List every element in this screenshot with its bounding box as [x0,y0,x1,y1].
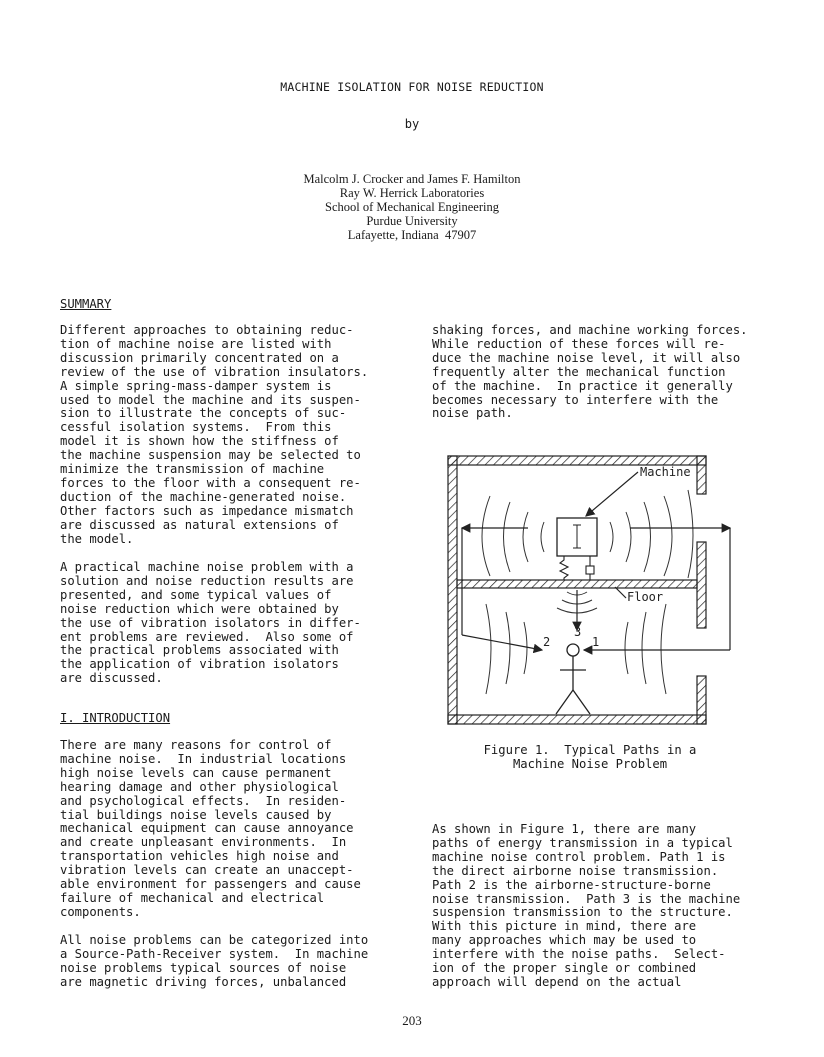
text-line: failure of mechanical and electrical [60,890,325,905]
right-paragraph-1 [432,324,748,421]
path-3-label: 3 [574,625,582,639]
text-line: and create unpleasant environments. In [60,835,347,850]
machine-label: Machine [640,465,691,479]
text-line: are discussed as natural extensions of [60,517,339,532]
text-line: sion to illustrate the concepts of suc- [60,406,347,421]
text-line: Other factors such as impedance mismatch [60,503,354,518]
author-line: Ray W. Herrick Laboratories [339,186,485,200]
right-paragraph-2 [432,823,740,990]
text-line: noise path. [432,406,513,421]
machine [557,518,597,556]
author-line: School of Mechanical Engineering [325,200,499,214]
text-line: used to model the machine and its suspen- [60,392,361,407]
text-line: cessful isolation systems. From this [60,420,332,435]
text-line: While reduction of these forces will re- [432,336,726,351]
text-line: high noise levels can cause permanent [60,765,332,780]
text-line: ent problems are reviewed. Also some of [60,629,354,644]
floor-label: Floor [627,590,664,604]
text-line: approach will depend on the actual [432,974,682,989]
text-line: the machine suspension may be selected to [60,448,361,463]
summary-heading: SUMMARY [60,297,112,311]
text-line: duction of the machine-generated noise. [60,489,347,504]
text-line: becomes necessary to interfere with the [432,392,719,407]
text-line: noise reduction which were obtained by [60,601,339,616]
figure-1-diagram [440,450,740,740]
text-line: ion of the proper single or combined [432,961,697,976]
path-2-label: 2 [543,635,551,649]
text-line: tion of machine noise are listed with [60,336,332,351]
floor-slab [457,580,697,588]
text-line: a Source-Path-Receiver system. In machine [60,946,369,961]
byline: by [404,117,420,131]
text-line: A simple spring-mass-damper system is [60,378,332,393]
text-line: the application of vibration isolators [60,657,339,672]
text-line: able environment for passengers and cause [60,877,361,892]
text-line: interfere with the noise paths. Select- [432,947,726,962]
summary-paragraph-1 [60,324,368,547]
text-line: components. [60,904,141,919]
introduction-paragraph-2 [60,934,368,990]
spring-damper-suspension [560,556,594,580]
text-line: shaking forces, and machine working forces. [432,323,748,337]
text-line: tial buildings noise levels caused by [60,807,332,822]
text-line: the model. [60,531,134,546]
text-line: Different approaches to obtaining reduc- [60,323,354,337]
text-line: hearing damage and other physiological [60,779,339,794]
paper-title: MACHINE ISOLATION FOR NOISE REDUCTION [280,80,544,94]
summary-paragraph-2 [60,561,361,686]
text-line: forces to the floor with a consequent re- [60,475,361,490]
text-line: review of the use of vibration insulators. [60,364,369,379]
text-line: machine noise. In industrial locations [60,751,347,766]
lower-sound-waves [486,592,666,694]
text-line: frequently alter the mechanical function [432,364,726,379]
text-line: model it is shown how the stiffness of [60,434,339,449]
text-line: the practical problems associated with [60,643,339,658]
text-line: suspension transmission to the structure. [432,905,733,920]
person-receiver-icon [556,644,590,714]
text-line: solution and noise reduction results are [60,573,354,588]
text-line: the direct airborne noise transmission. [432,863,719,878]
author-block [0,172,824,242]
text-line: Path 2 is the airborne-structure-borne [432,877,711,892]
introduction-heading: I. INTRODUCTION [60,711,171,725]
text-line: There are many reasons for control of [60,738,332,752]
text-line: transportation vehicles high noise and [60,849,339,864]
text-line: machine noise control problem. Path 1 is [432,849,726,864]
introduction-paragraph-1 [60,739,361,920]
text-line: With this picture in mind, there are [432,919,697,934]
text-line: All noise problems can be categorized into [60,933,369,947]
caption-line-1: Figure 1. Typical Paths in a [483,743,697,757]
text-line: mechanical equipment can cause annoyance [60,821,354,836]
text-line: and psychological effects. In residen- [60,793,347,808]
text-line: minimize the transmission of machine [60,462,325,477]
text-line: the use of vibration isolators in differ- [60,615,361,630]
text-line: are discussed. [60,671,163,686]
text-line: noise transmission. Path 3 is the machine [432,891,741,906]
text-line: vibration levels can create an unaccept- [60,863,354,878]
text-line: noise problems typical sources of noise [60,960,347,975]
text-line: presented, and some typical values of [60,587,332,602]
text-line: many approaches which may be used to [432,933,697,948]
author-line: Lafayette, Indiana 47907 [347,228,477,242]
text-line: paths of energy transmission in a typical [432,835,733,850]
author-line: Malcolm J. Crocker and James F. Hamilton [303,172,521,186]
text-line: As shown in Figure 1, there are many [432,822,697,836]
caption-line-2: Machine Noise Problem [512,756,668,771]
figure-1-caption [440,744,740,772]
text-line: are magnetic driving forces, unbalanced [60,974,347,989]
text-line: A practical machine noise problem with a [60,560,354,574]
page-number: 203 [402,1013,422,1028]
path-1-label: 1 [592,635,600,649]
text-line: of the machine. In practice it generally [432,378,733,393]
text-line: duce the machine noise level, it will also [432,350,741,365]
author-line: Purdue University [366,214,458,228]
text-line: discussion primarily concentrated on a [60,350,339,365]
